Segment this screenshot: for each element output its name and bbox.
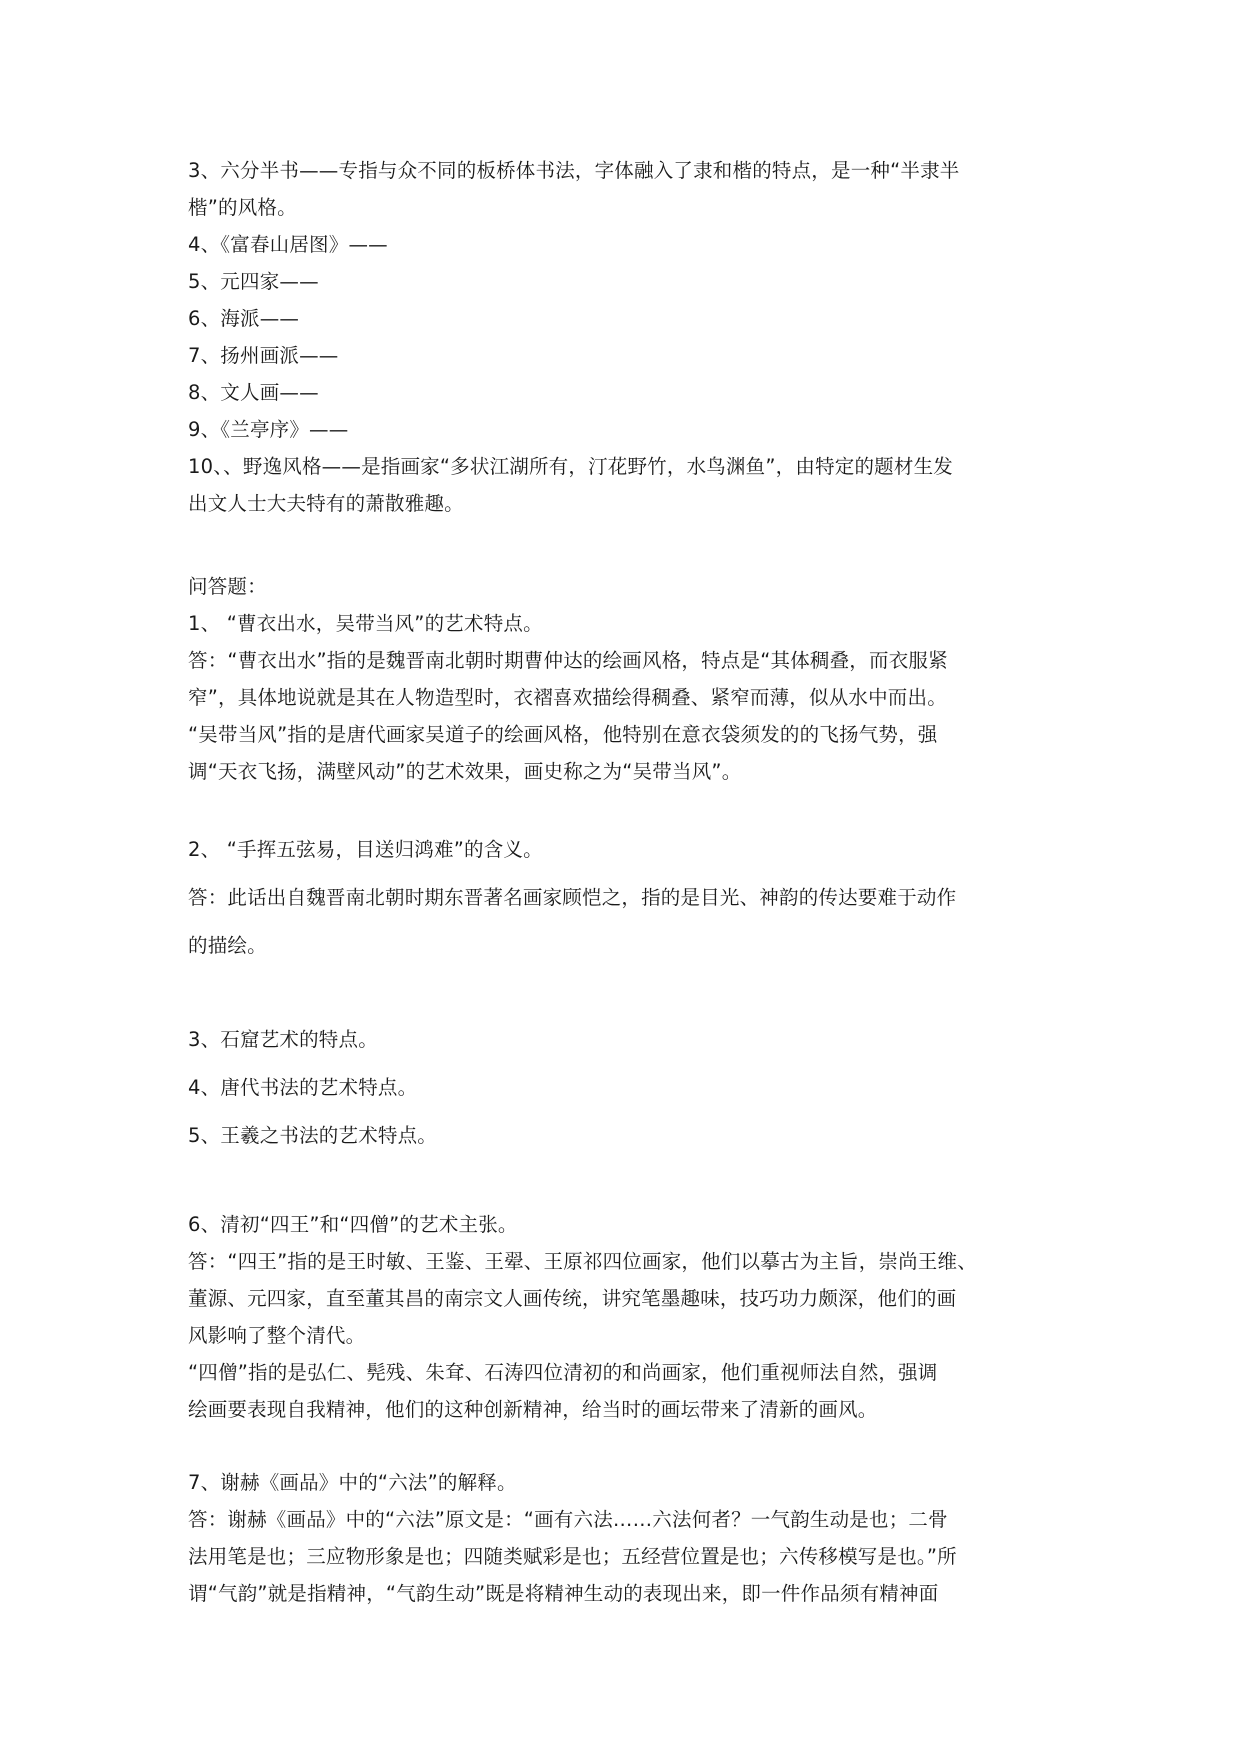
question-1: 1、 “曹衣出水，吴带当风”的艺术特点。	[188, 612, 543, 635]
question-7: 7、谢赫《画品》中的“六法”的解释。	[188, 1471, 517, 1494]
term-10-line-1: 10、、野逸风格——是指画家“多状江湖所有，汀花野竹，水鸟渊鱼”，由特定的题材生发	[188, 455, 953, 478]
answer-6-line-5: 绘画要表现自我精神，他们的这种创新精神，给当时的画坛带来了清新的画风。	[188, 1398, 878, 1421]
answer-1-line-4: 调“天衣飞扬，满壁风动”的艺术效果，画史称之为“吴带当风”。	[188, 760, 742, 783]
term-7: 7、扬州画派——	[188, 344, 339, 367]
spacer	[188, 1160, 1068, 1206]
answer-7-line-2: 法用笔是也；三应物形象是也；四随类赋彩是也；五经营位置是也；六传移模写是也。”所	[188, 1545, 957, 1568]
answer-6-line-3: 风影响了整个清代。	[188, 1324, 366, 1347]
answer-6-line-1: 答：“四王”指的是王时敏、王鉴、王翚、王原祁四位画家，他们以摹古为主旨，崇尚王维、	[188, 1250, 977, 1273]
qa-heading: 问答题：	[188, 575, 267, 598]
spacer	[188, 1428, 1068, 1464]
question-3: 3、石窟艺术的特点。	[188, 1028, 378, 1051]
question-5: 5、王羲之书法的艺术特点。	[188, 1124, 438, 1147]
spacer	[188, 790, 1068, 826]
term-8: 8、文人画——	[188, 381, 319, 404]
answer-7-line-3: 谓“气韵”就是指精神，“气韵生动”既是将精神生动的表现出来，即一件作品须有精神面	[188, 1582, 939, 1605]
answer-1-line-2: 窄”，具体地说就是其在人物造型时，衣褶喜欢描绘得稠叠、紧窄而薄，似从水中而出。	[188, 686, 947, 709]
spacer	[188, 970, 1068, 1016]
question-4: 4、唐代书法的艺术特点。	[188, 1076, 418, 1099]
spacer	[188, 522, 1068, 568]
term-3-line-2: 楷”的风格。	[188, 196, 297, 219]
question-2: 2、 “手挥五弦易，目送归鸿难”的含义。	[188, 838, 543, 861]
question-6: 6、清初“四王”和“四僧”的艺术主张。	[188, 1213, 518, 1236]
term-4: 4、《富春山居图》——	[188, 233, 388, 256]
answer-1-line-3: “吴带当风”指的是唐代画家吴道子的绘画风格，他特别在意衣袋须发的的飞扬气势，强	[188, 723, 938, 746]
answer-6-line-2: 董源、元四家，直至董其昌的南宗文人画传统，讲究笔墨趣味，技巧功力颇深，他们的画	[188, 1287, 957, 1310]
answer-6-line-4: “四僧”指的是弘仁、髡残、朱耷、石涛四位清初的和尚画家，他们重视师法自然，强调	[188, 1361, 938, 1384]
answer-2-line-2: 的描绘。	[188, 934, 267, 957]
document-body	[188, 152, 1068, 1612]
term-3-line-1: 3、六分半书——专指与众不同的板桥体书法，字体融入了隶和楷的特点，是一种“半隶半	[188, 159, 960, 182]
term-10-line-2: 出文人士大夫特有的萧散雅趣。	[188, 492, 464, 515]
answer-2-line-1: 答：此话出自魏晋南北朝时期东晋著名画家顾恺之，指的是目光、神韵的传达要难于动作	[188, 886, 957, 909]
term-6: 6、海派——	[188, 307, 300, 330]
term-5: 5、元四家——	[188, 270, 319, 293]
answer-7-line-1: 答：谢赫《画品》中的“六法”原文是：“画有六法……六法何者？一气韵生动是也；二骨	[188, 1508, 948, 1531]
term-9: 9、《兰亭序》——	[188, 418, 349, 441]
answer-1-line-1: 答：“曹衣出水”指的是魏晋南北朝时期曹仲达的绘画风格，特点是“其体稠叠，而衣服紧	[188, 649, 948, 672]
